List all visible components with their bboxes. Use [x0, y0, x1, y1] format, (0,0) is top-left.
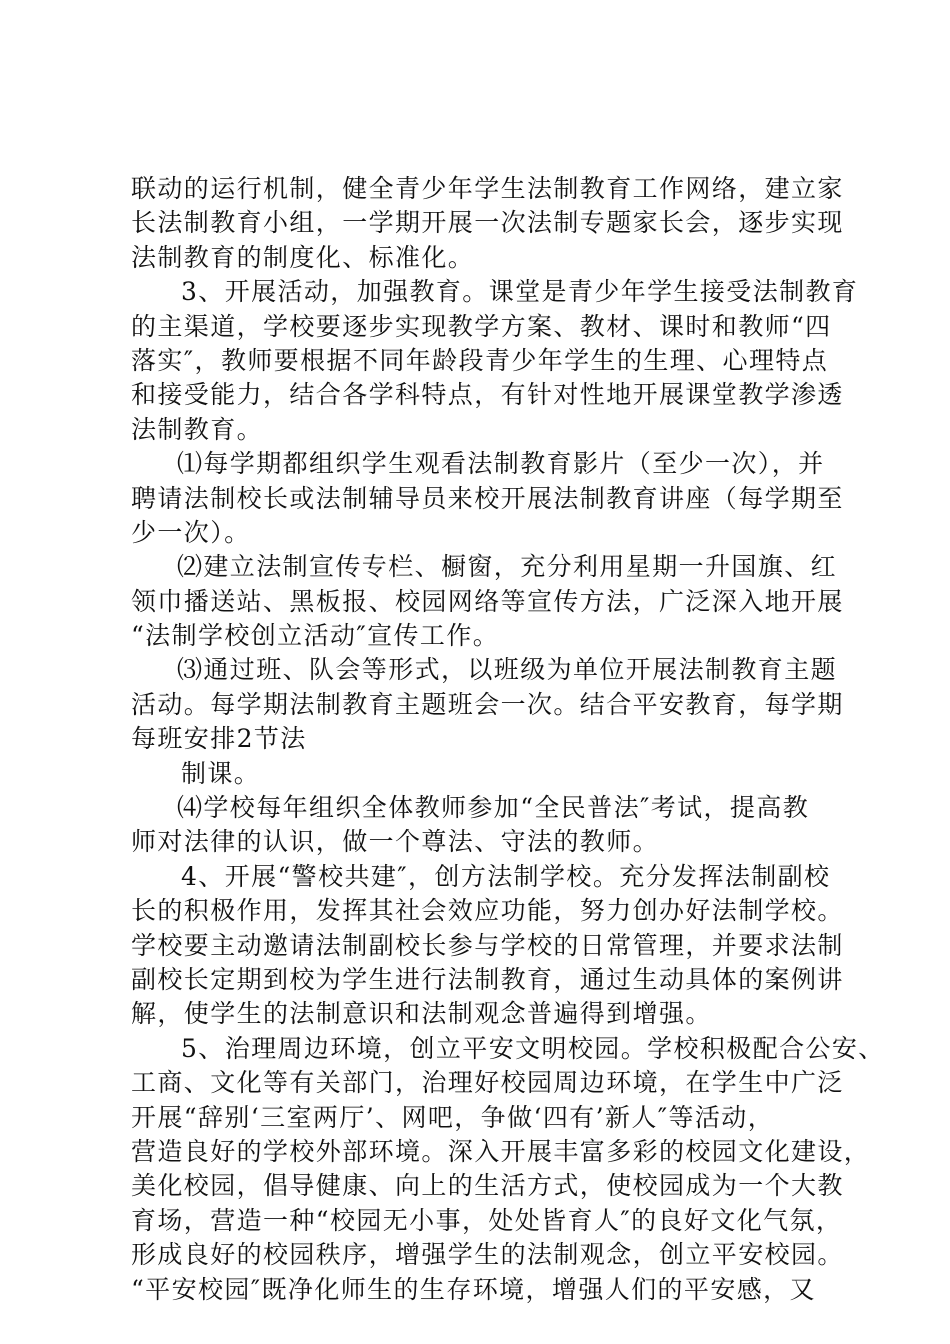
text-line: 副校长定期到校为学生进行法制教育，通过生动具体的案例讲 — [131, 964, 844, 994]
text-line: 长法制教育小组，一学期开展一次法制专题家长会，逐步实现 — [131, 208, 844, 238]
text-line: 和接受能力，结合各学科特点，有针对性地开展课堂教学渗透 — [131, 380, 844, 410]
text-line: 美化校园，倡导健康、向上的生活方式，使校园成为一个大教 — [131, 1171, 844, 1201]
text-line: 联动的运行机制，健全青少年学生法制教育工作网络，建立家 — [131, 174, 844, 203]
text-line: 师对法律的认识，做一个尊法、守法的教师。 — [131, 827, 660, 857]
text-line: 落实″，教师要根据不同年龄段青少年学生的生理、心理特点 — [131, 345, 829, 375]
text-line: 3、开展活动，加强教育。课堂是青少年学生接受法制教育 — [181, 277, 859, 307]
text-line: “法制学校创立活动″宣传工作。 — [131, 621, 500, 651]
text-line: ⑷学校每年组织全体教师参加“全民普法″考试，提高教 — [177, 793, 810, 823]
text-line: 形成良好的校园秩序，增强学生的法制观念，创立平安校园。 — [131, 1240, 844, 1270]
text-line: 4、开展“警校共建″，创方法制学校。充分发挥法制副校 — [181, 861, 831, 891]
text-line: 的主渠道，学校要逐步实现教学方案、教材、课时和教师“四 — [131, 311, 832, 341]
text-line: ⑶通过班、队会等形式，以班级为单位开展法制教育主题 — [177, 655, 838, 685]
text-line: 学校要主动邀请法制副校长参与学校的日常管理，并要求法制 — [131, 930, 844, 960]
text-line: 少一次）。 — [131, 517, 251, 547]
document-body — [131, 172, 885, 1307]
text-line: 营造良好的学校外部环境。深入开展丰富多彩的校园文化建设， — [131, 1136, 871, 1166]
text-line: 制课。 — [181, 758, 261, 788]
text-line: 领巾播送站、黑板报、校园网络等宣传方法，广泛深入地开展 — [131, 586, 844, 616]
text-line: 活动。每学期法制教育主题班会一次。结合平安教育，每学期 — [131, 689, 844, 719]
text-line: 育场，营造一种“校园无小事，处处皆育人″的良好文化气氛， — [131, 1205, 843, 1235]
text-line: ⑵建立法制宣传专栏、橱窗，充分利用星期一升国旗、红 — [177, 552, 838, 582]
text-line: 开展“辞别‘三室两厅’、网吧，争做‘四有’新人″等活动， — [131, 1102, 775, 1132]
text-line: 工商、文化等有关部门，治理好校园周边环境，在学生中广泛 — [131, 1068, 844, 1098]
text-line: 5、治理周边环境，创立平安文明校园。学校积极配合公安、 — [181, 1033, 885, 1063]
text-line: 每班安排2节法 — [131, 724, 307, 754]
text-line: 长的积极作用，发挥其社会效应功能，努力创办好法制学校。 — [131, 896, 844, 926]
text-line: “平安校园″既净化师生的生存环境，增强人们的平安感，又 — [131, 1274, 816, 1304]
text-line: 解，使学生的法制意识和法制观念普遍得到增强。 — [131, 999, 712, 1029]
text-line: ⑴每学期都组织学生观看法制教育影片（至少一次），并 — [177, 449, 825, 479]
text-line: 聘请法制校长或法制辅导员来校开展法制教育讲座（每学期至 — [131, 483, 844, 513]
text-line: 法制教育的制度化、标准化。 — [131, 242, 475, 272]
text-line: 法制教育。 — [131, 414, 264, 444]
